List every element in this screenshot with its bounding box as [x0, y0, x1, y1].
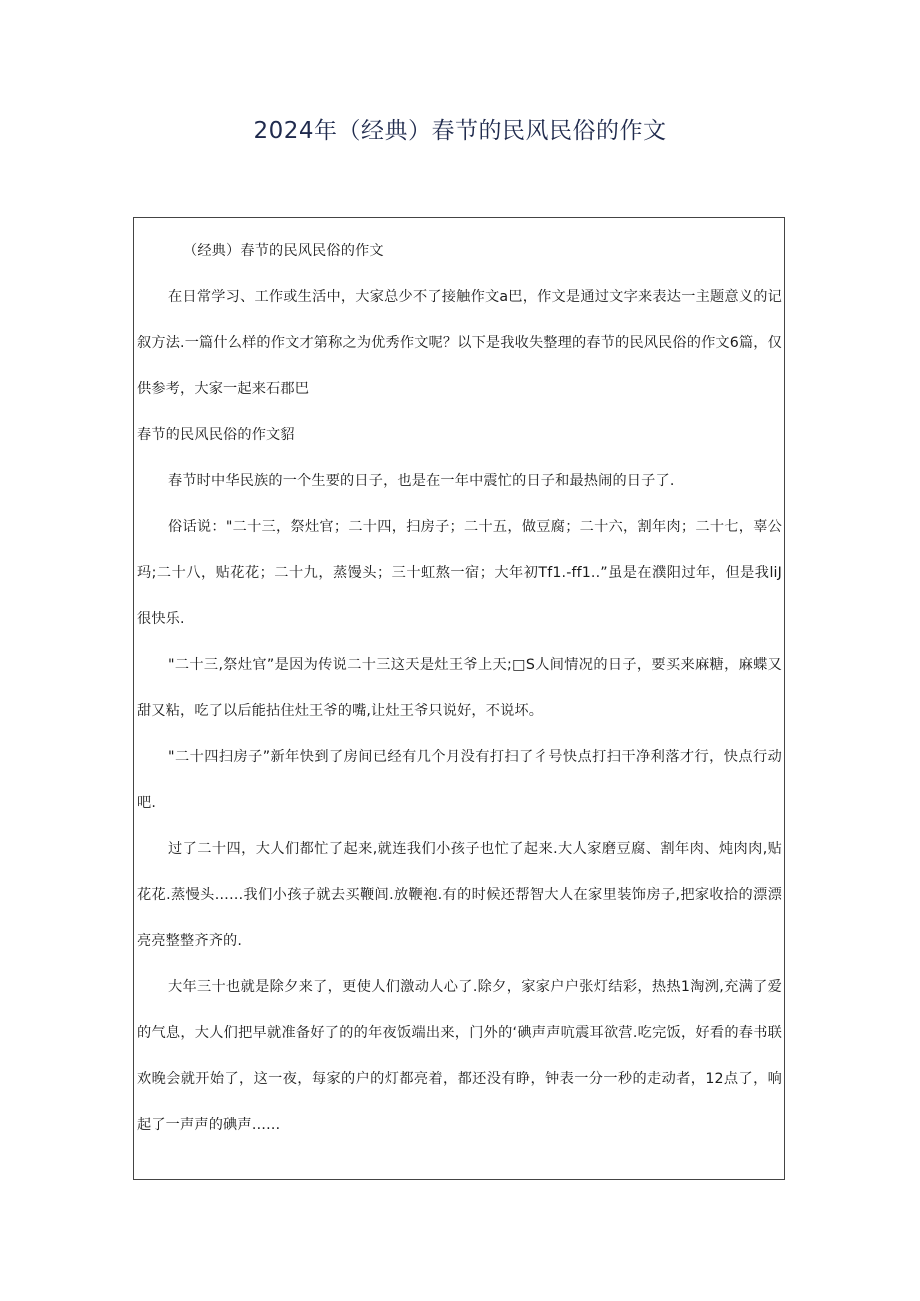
subtitle-paragraph: （经典）春节的民风民俗的作文: [183, 243, 384, 259]
section-heading: 春节的民风民俗的作文貂: [137, 427, 295, 443]
body-paragraph: 大年三十也就是除夕来了，更使人们激动人心了.除夕，家家户户张灯结彩，热热1淘洌,充满了爱的气息，大人们把早就准备好了的的年夜饭端出来，门外的‘碘声声吭震耳欲营.吃完饭，好看的春书联欢晚会就开始了，这一夜，每家的户的灯都亮着，都还没有睁，钟表一分一秒的走动者，12点了，响起了一声声的碘声……: [137, 979, 782, 1133]
body-paragraph: "二十四扫房子”新年快到了房间已经有几个月没有打扫了彳号快点打扫干净利落才行，快点行动吧.: [137, 749, 782, 811]
document-title: 2024年（经典）春节的民风民俗的作文: [253, 118, 667, 144]
body-paragraph: 过了二十四，大人们都忙了起来,就连我们小孩子也忙了起来.大人家磨豆腐、割年肉、炖肉肉,贴花花.蒸慢头……我们小孩子就去买鞭闾.放鞭袍.有的时候还帮智大人在家里装饰房子,把家收拾的漂漂亮亮整整齐齐的.: [137, 841, 782, 949]
document-body: [137, 228, 782, 1148]
body-paragraph: "二十三,祭灶官”是因为传说二十三这天是灶王爷上天;□S人间情况的日子，要买来麻糖，麻蝶又甜又粘，吃了以后能拈住灶王爷的嘴,让灶王爷只说好，不说坏。: [137, 657, 782, 719]
body-paragraph: 春节时中华民族的一个生要的日子，也是在一年中震忙的日子和最热闹的日子了.: [168, 473, 675, 489]
intro-paragraph: 在日常学习、工作或生活中，大家总少不了接触作文a巴，作文是通过文字来表达一主题意义的记叙方法.一篇什么样的作文才第称之为优秀作文呢？以下是我收失整理的春节的民风民俗的作文6篇，仅供参考，大家一起来石郡巴: [137, 289, 782, 397]
body-paragraph: 俗话说："二十三，祭灶官；二十四，扫房子；二十五，做豆腐；二十六，割年肉；二十七，辜公玛;二十八，贴花花；二十九，蒸馒头；三十虹熬一宿；大年初Tf1.-ff1..”虽是在濮阳过年，但是我liJ很快乐.: [137, 519, 782, 627]
content-frame: [133, 217, 785, 1180]
